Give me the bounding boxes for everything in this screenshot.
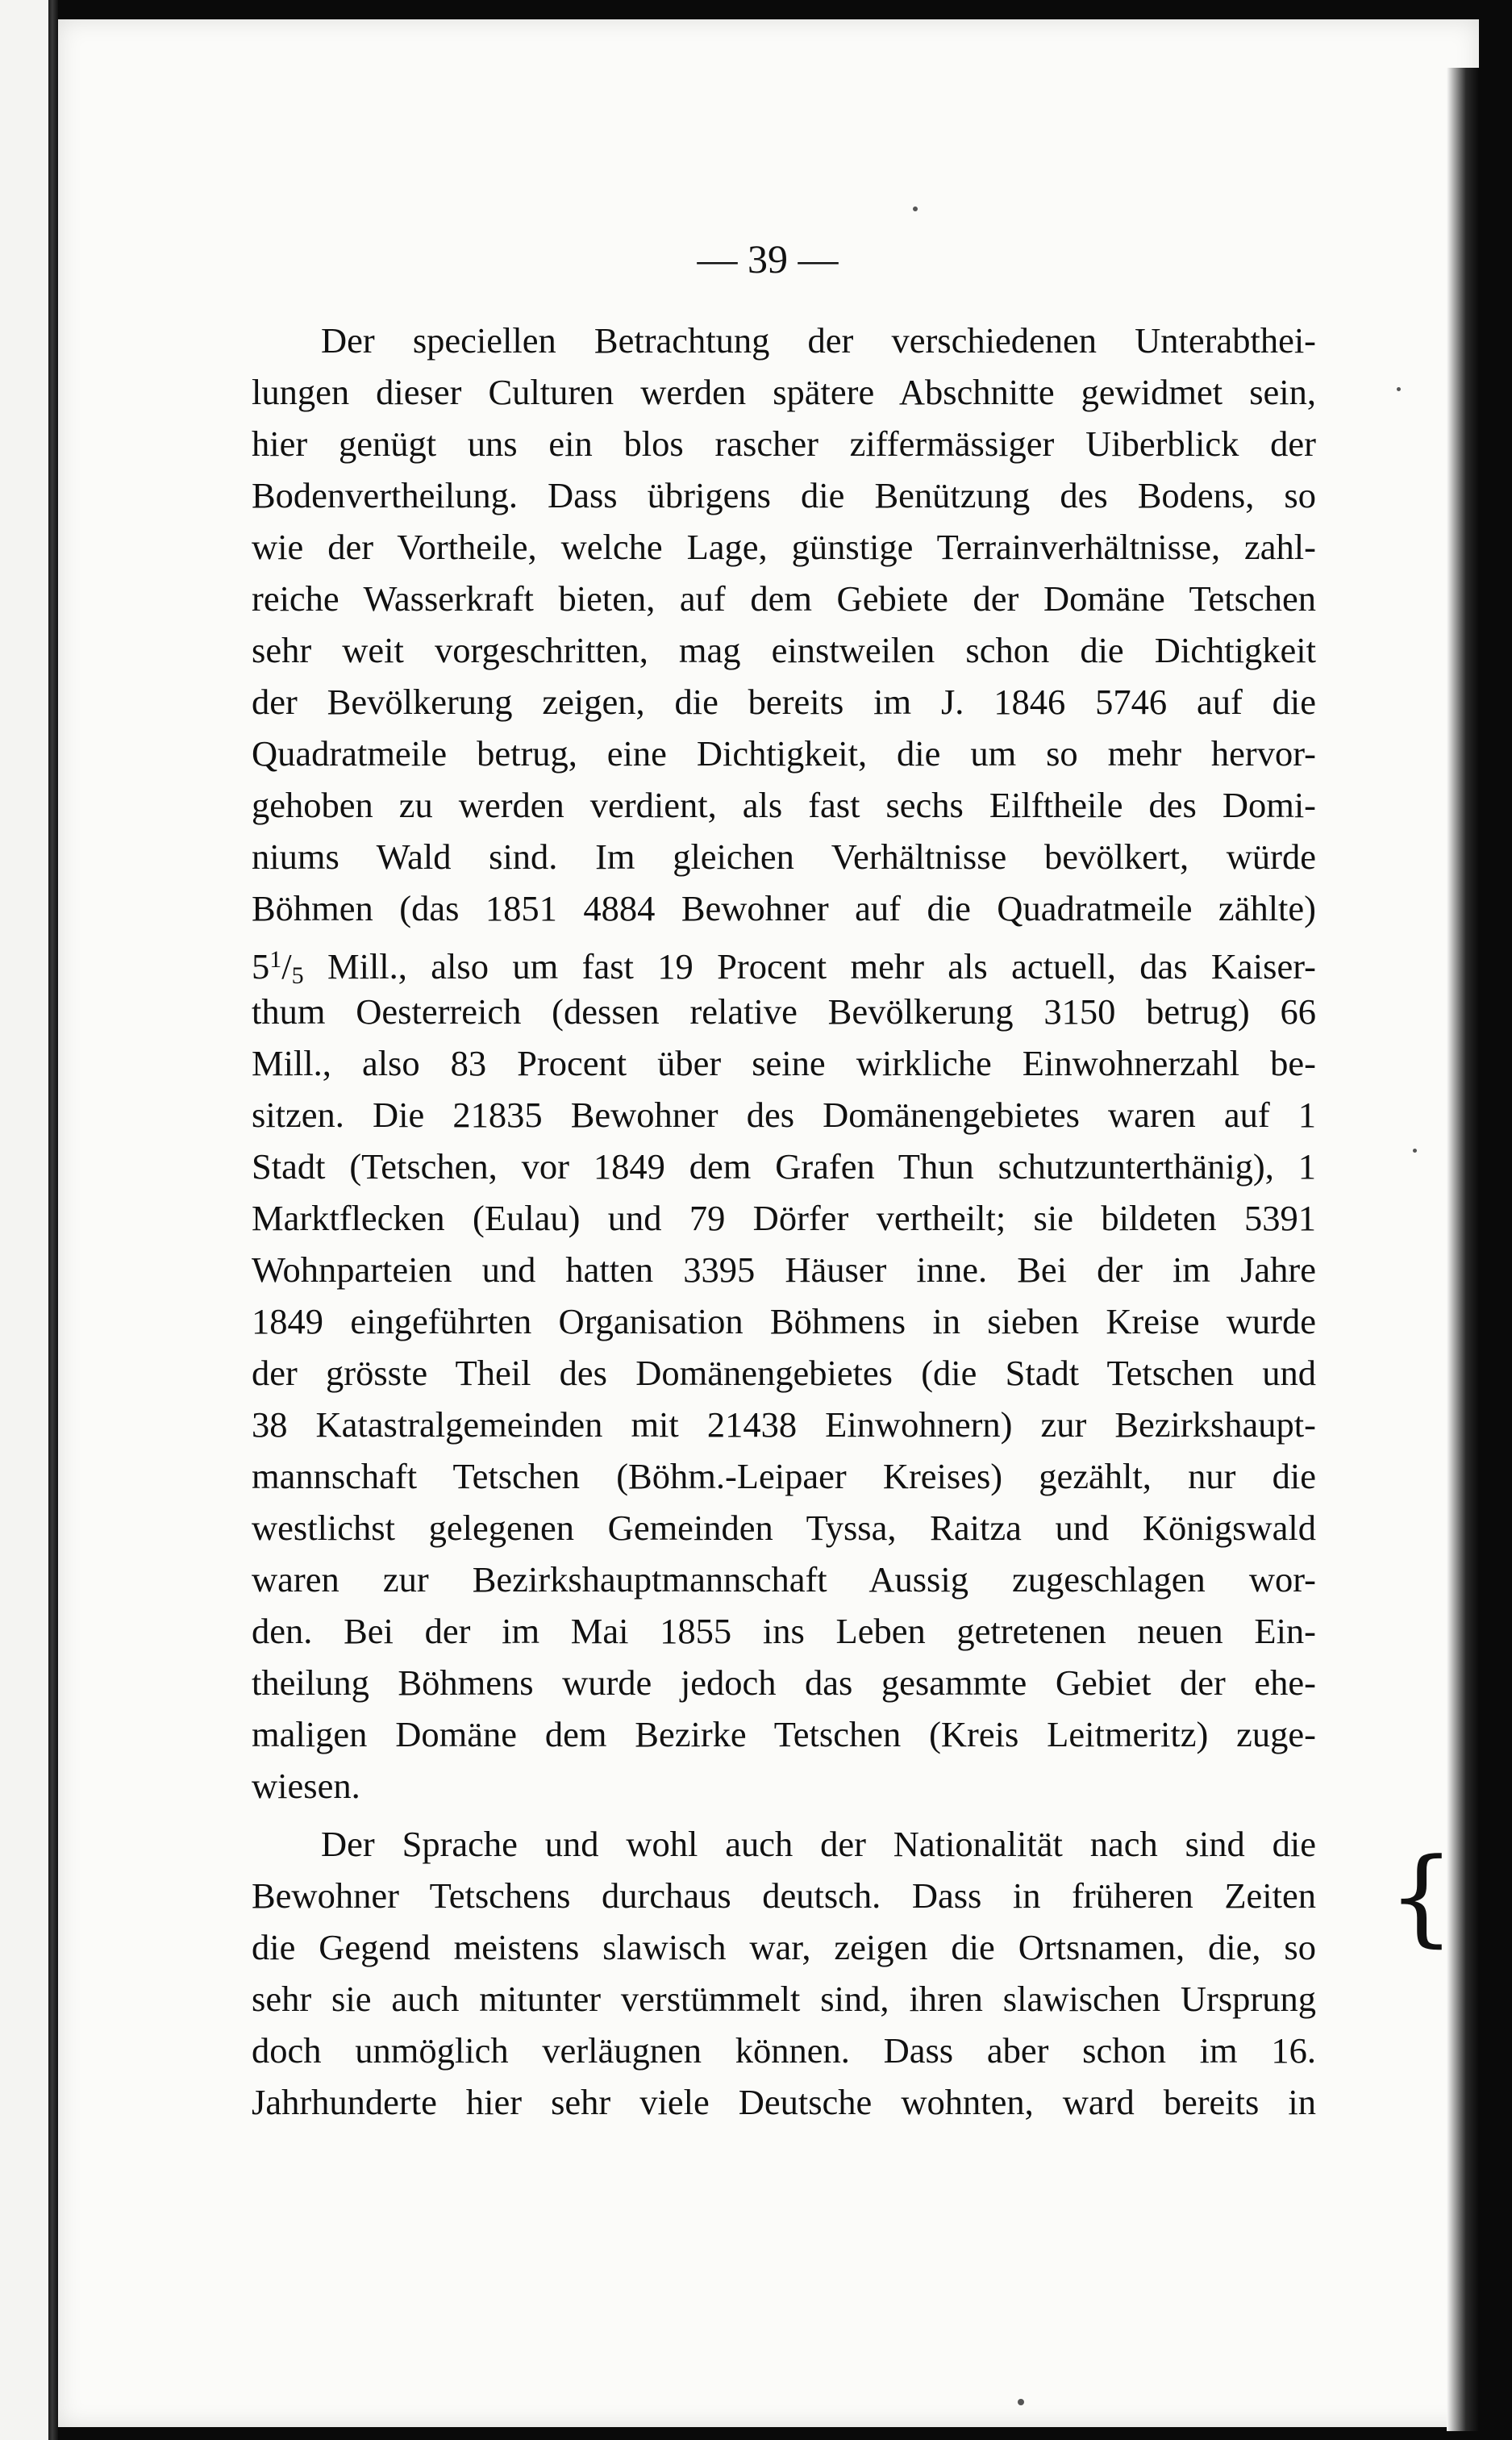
text-line: Jahrhunderte hier sehr viele Deutsche wohnten, ward bereits in — [252, 2082, 1316, 2122]
text-line: Böhmen (das 1851 4884 Bewohner auf die Quadratmeile zählte) — [252, 888, 1316, 928]
fraction-line-rest: Mill., also um fast 19 Procent mehr als actuell, das Kaiser- — [303, 946, 1316, 986]
text-line: gehoben zu werden verdient, als fast sechs Eilftheile des Domi- — [252, 785, 1316, 825]
fraction-line — [252, 934, 1316, 989]
scan-speck — [1018, 2399, 1024, 2405]
text-line: Quadratmeile betrug, eine Dichtigkeit, die um so mehr hervor- — [252, 733, 1316, 774]
fraction-whole: 5 — [252, 946, 270, 986]
scan-speck — [1413, 1149, 1417, 1153]
text-line: Bewohner Tetschens durchaus deutsch. Dass in früheren Zeiten — [252, 1875, 1316, 1916]
text-line: lungen dieser Culturen werden spätere Abschnitte gewidmet sein, — [252, 372, 1316, 412]
text-line: Bodenvertheilung. Dass übrigens die Benützung des Bodens, so — [252, 475, 1316, 515]
text-line: hier genügt uns ein blos rascher ziffermässiger Uiberblick der — [252, 423, 1316, 464]
fraction-numerator: 1 — [269, 946, 282, 973]
text-line: wiesen. — [252, 1766, 360, 1806]
text-line: waren zur Bezirkshauptmannschaft Aussig zugeschlagen wor- — [252, 1559, 1316, 1600]
paragraph-gap — [252, 1812, 1316, 1818]
text-line: niums Wald sind. Im gleichen Verhältnisse bevölkert, würde — [252, 836, 1316, 877]
page-gutter-shadow — [1447, 68, 1479, 2431]
fraction-denominator: 5 — [291, 962, 304, 989]
text-line: 38 Katastralgemeinden mit 21438 Einwohnern) zur Bezirkshaupt- — [252, 1404, 1316, 1445]
text-line: den. Bei der im Mai 1855 ins Leben getretenen neuen Ein- — [252, 1611, 1316, 1651]
text-line: Der Sprache und wohl auch der Nationalität nach sind die — [321, 1824, 1316, 1864]
text-line: reiche Wasserkraft bieten, auf dem Gebiete der Domäne Tetschen — [252, 578, 1316, 619]
text-line: Marktflecken (Eulau) und 79 Dörfer vertheilt; sie bildeten 5391 — [252, 1198, 1316, 1238]
body-text — [252, 315, 1316, 2128]
scan-book-edge — [48, 0, 58, 2440]
fraction-slash: / — [281, 946, 292, 986]
book-page — [58, 19, 1479, 2427]
text-line: westlichst gelegenen Gemeinden Tyssa, Raitza und Königswald — [252, 1508, 1316, 1548]
text-line: wie der Vortheile, welche Lage, günstige Terrainverhältnisse, zahl- — [252, 527, 1316, 567]
text-line: Stadt (Tetschen, vor 1849 dem Grafen Thun schutzunterthänig), 1 — [252, 1146, 1316, 1187]
margin-brace-mark: { — [1388, 1835, 1455, 1958]
text-line: sitzen. Die 21835 Bewohner des Domänengebietes waren auf 1 — [252, 1095, 1316, 1135]
text-line: theilung Böhmens wurde jedoch das gesammte Gebiet der ehe- — [252, 1662, 1316, 1703]
text-line: die Gegend meistens slawisch war, zeigen die Ortsnamen, die, so — [252, 1927, 1316, 1967]
text-line: der grösste Theil des Domänengebietes (die Stadt Tetschen und — [252, 1353, 1316, 1393]
text-line: sehr sie auch mitunter verstümmelt sind, ihren slawischen Ursprung — [252, 1979, 1316, 2019]
text-line: doch unmöglich verläugnen können. Dass aber schon im 16. — [252, 2030, 1316, 2071]
text-line: der Bevölkerung zeigen, die bereits im J. 1846 5746 auf die — [252, 682, 1316, 722]
text-line: Wohnparteien und hatten 3395 Häuser inne. Bei der im Jahre — [252, 1249, 1316, 1290]
page-number: — 39 — — [697, 236, 839, 282]
scan-speck — [913, 206, 918, 211]
text-line: Der speciellen Betrachtung der verschiedenen Unterabthei- — [321, 320, 1316, 361]
paragraph-1 — [252, 315, 1316, 1812]
paragraph-2 — [252, 1818, 1316, 2128]
text-line: 1849 eingeführten Organisation Böhmens in sieben Kreise wurde — [252, 1301, 1316, 1341]
scan-background-left — [0, 0, 48, 2440]
text-line: maligen Domäne dem Bezirke Tetschen (Kreis Leitmeritz) zuge- — [252, 1714, 1316, 1754]
text-line: sehr weit vorgeschritten, mag einstweilen schon die Dichtigkeit — [252, 630, 1316, 670]
text-line: Mill., also 83 Procent über seine wirkliche Einwohnerzahl be- — [252, 1043, 1316, 1083]
scan-speck — [1397, 387, 1401, 391]
text-line: thum Oesterreich (dessen relative Bevölkerung 3150 betrug) 66 — [252, 991, 1316, 1032]
text-line: mannschaft Tetschen (Böhm.-Leipaer Kreises) gezählt, nur die — [252, 1456, 1316, 1496]
